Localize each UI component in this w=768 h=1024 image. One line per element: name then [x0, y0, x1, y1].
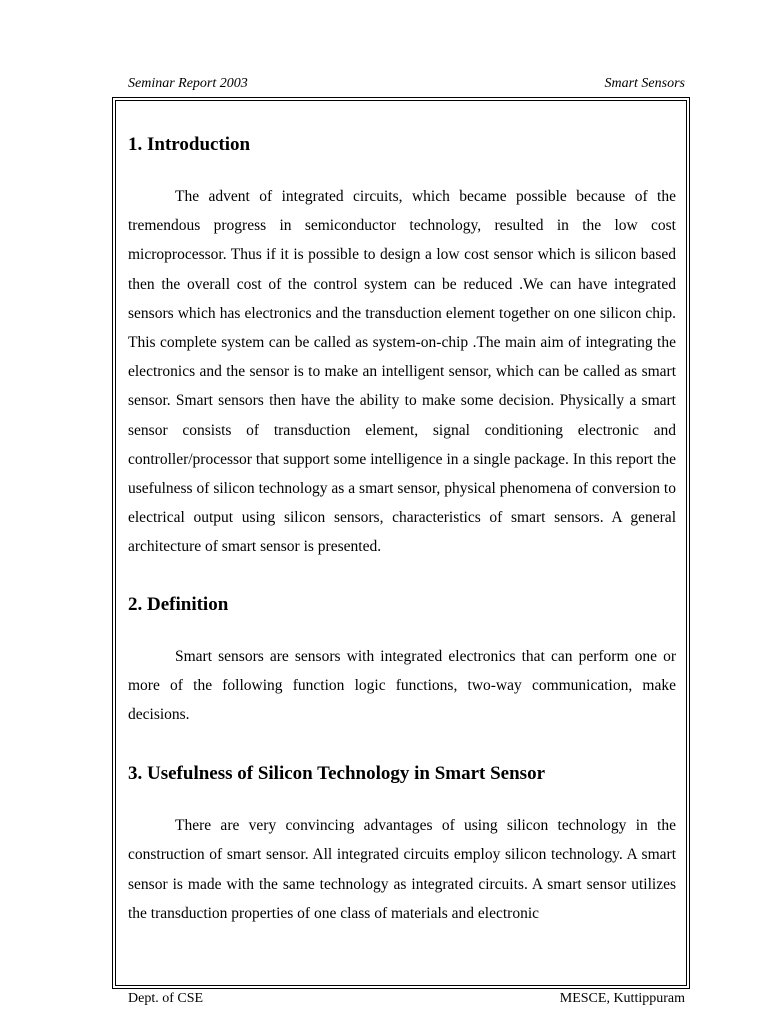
- section-body-definition: Smart sensors are sensors with integrated electronics that can perform one or more of the following function logic functions, two-way communication, make decisions.: [128, 647, 676, 724]
- page-content: [128, 130, 676, 928]
- header-topic: Smart Sensors: [604, 76, 685, 91]
- section-heading-introduction: 1. Introduction: [128, 134, 251, 155]
- section-heading-usefulness: 3. Usefulness of Silicon Technology in Smart Sensor: [128, 763, 545, 785]
- footer-institution: MESCE, Kuttippuram: [559, 991, 685, 1006]
- header-report-title: Seminar Report 2003: [128, 76, 248, 91]
- section-body-introduction: The advent of integrated circuits, which became possible because of the tremendous progress in semiconductor technology, resulted in the low cost microprocessor. Thus if it is possible to design a low cost sensor which is silicon based then the overall cost of the control system can be reduced .We can have integrated sensors which has electronics and the transduction element together on one silicon chip. This complete system can be called as system-on-chip .The main aim of integrating the electronics and the sensor is to make an intelligent sensor, which can be called as smart sensor. Smart sensors then have the ability to make some decision. Physically a smart sensor consists of transduction element, signal conditioning electronic and controller/processor that support some intelligence in a single package. In this report the usefulness of silicon technology as a smart sensor, physical phenomena of conversion to electrical output using silicon sensors, characteristics of smart sensors. A general architecture of smart sensor is presented.: [128, 188, 676, 556]
- section-heading-definition: 2. Definition: [128, 593, 229, 615]
- section-body-usefulness: There are very convincing advantages of using silicon technology in the construction of smart sensor. All integrated circuits employ silicon technology. A smart sensor is made with the same technology as integrated circuits. A smart sensor utilizes the transduction properties of one class of materials and electronic: [128, 817, 676, 922]
- page-header: [128, 76, 685, 94]
- page-footer: [128, 991, 685, 1009]
- footer-department: Dept. of CSE: [128, 991, 204, 1006]
